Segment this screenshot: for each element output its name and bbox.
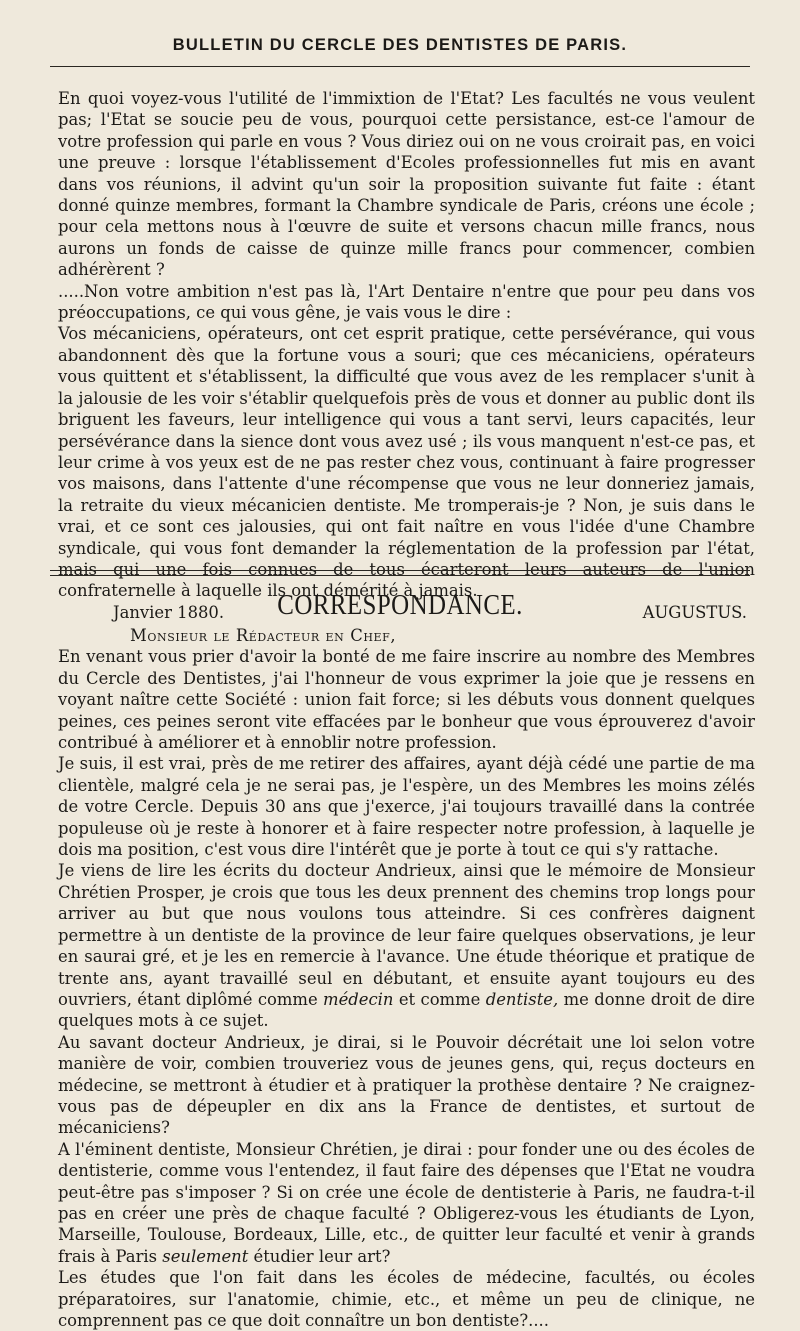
- paragraph: Au savant docteur Andrieux, je dirai, si le Pouvoir décrétait une loi selon votre manière de voir, combien trouveriez vous de jeunes gens, qui, reçus docteurs en médecine, se mettront à étudier et à pratiquer la prothèse dentaire ? Ne craignez-vous pas de dépeupler en dix ans la France de dentistes, et surtout de mécaniciens?: [58, 1032, 755, 1138]
- letter-correspondance: [58, 625, 755, 1331]
- text-run: A l'éminent dentiste, Monsieur Chrétien, je dirai : pour fonder une ou des écoles de dentisterie, comme vous l'entendez, il faut faire des dépenses que l'Etat ne voudra peut-être pas s'imposer ? Si on crée une école de dentisterie à Paris, ne faudra-t-il pas en créer une près de chaque faculté ? Obligerez-vous les étudiants de Lyon, Marseille, Toulouse, Bordeaux, Lille, etc., de quitter leur faculté et venir à grands frais à Paris: [58, 1139, 755, 1266]
- emphasis: médecin: [323, 989, 394, 1009]
- header-rule: [50, 66, 750, 67]
- text-run: Je viens de lire les écrits du docteur Andrieux, ainsi que le mémoire de Monsieur Chrétien Prosper, je crois que tous les deux prennent des chemins trop longs pour arriver au but que nous voulons tous atteindre. Si ces confrères daignent permettre à un dentiste de la province de leur faire quelques observations, je leur en saurai gré, et je les en remercie à l'avance. Une étude théorique et pratique de trente ans, ayant travaillé seul en débutant, et ensuite ayant toujours eu des ouvriers, étant diplômé comme: [58, 861, 755, 1009]
- paragraph: En quoi voyez-vous l'utilité de l'immixtion de l'Etat? Les facultés ne vous veulent pas; l'Etat se soucie peu de vous, pourquoi cette persistance, est-ce l'amour de votre profession qui parle en vous ? Vous diriez oui on ne vous croirait pas, en voici une preuve : lorsque l'établissement d'Ecoles professionnelles fut mis en avant dans vos réunions, il advint qu'un soir la proposition suivante fut faite : étant donné quinze membres, formant la Chambre syndicale de Paris, créons une école ; pour cela mettons nous à l'œuvre de suite et versons chacun mille francs, nous aurons un fonds de caisse de quinze mille francs pour commencer, combien adhérèrent ?: [58, 89, 755, 280]
- paragraph: Les études que l'on fait dans les écoles de médecine, facultés, ou écoles préparatoires, sur l'anatomie, chimie, etc., et même un peu de clinique, ne comprennent pas ce que doit connaître un bon dentiste?....: [58, 1268, 755, 1330]
- salutation: Monsieur le Rédacteur en Chef,: [130, 626, 397, 645]
- letter-date: Janvier 1880.: [113, 602, 225, 622]
- page-header: BULLETIN DU CERCLE DES DENTISTES DE PARIS.: [172, 36, 628, 54]
- paragraph: Je suis, il est vrai, près de me retirer des affaires, ayant déjà cédé une partie de ma clientèle, malgré cela je ne serai pas, je l'espère, un des Membres les moins zélés de votre Cercle. Depuis 30 ans que j'exerce, j'ai toujours travaillé dans la contrée populeuse où je reste à honorer et à faire respecter notre profession, à laquelle je dois ma position, c'est vous dire l'intérêt que je porte à tout ce qui s'y rattache.: [58, 754, 755, 860]
- emphasis: dentiste,: [485, 989, 559, 1009]
- letter-signature: AUGUSTUS.: [642, 602, 747, 622]
- emphasis: seulement: [162, 1246, 249, 1266]
- paragraph: Vos mécaniciens, opérateurs, ont cet esprit pratique, cette persévérance, qui vous abandonnent dès que la fortune vous a souri; que ces mécaniciens, opérateurs vous quittent et s'établissent, la difficulté que vous avez de les remplacer s'unit à la jalousie de les voir s'établir quelquefois près de vous et donner au public dont ils briguent les faveurs, leur intelligence qui vous a tant servi, leurs capacités, leur persévérance dans la sience dont vous avez usé ; ils vous manquent n'est-ce pas, et leur crime à vos yeux est de ne pas rester chez vous, continuant à faire progresser vos maisons, dans l'attente d'une récompense que vous ne leur donneriez jamais, la retraite du vieux mécanicien dentiste. Me tromperais-je ? Non, je suis dans le vrai, et ce sont ces jalousies, qui ont fait naître en vous l'idée d'une Chambre syndicale, qui vous font demander la réglementation de la profession par l'état, mais qui une fois connues de tous écarteront leurs auteurs de l'union confraternelle à laquelle ils ont démérité à jamais.: [58, 324, 755, 601]
- paragraph: [58, 1139, 755, 1267]
- paragraph: .....Non votre ambition n'est pas là, l'Art Dentaire n'entre que pour peu dans vos préoccupations, ce qui vous gêne, je vais vous le dire :: [58, 281, 755, 323]
- section-title: CORRESPONDANCE.: [277, 589, 523, 621]
- text-run: étudier leur art?: [248, 1246, 391, 1266]
- text-run: me donne droit de dire quelques mots à ce sujet.: [58, 989, 756, 1031]
- letter-augustus: [58, 88, 755, 623]
- text-run: et comme: [393, 989, 486, 1009]
- paragraph: En venant vous prier d'avoir la bonté de me faire inscrire au nombre des Membres du Cercle des Dentistes, j'ai l'honneur de vous exprimer la joie que je ressens en voyant naître cette Société : union fait force; si les débuts vous donnent quelques peines, ces peines seront vite effacées par le bonheur que vous éprouverez d'avoir contribué à améliorer et à ennoblir notre profession.: [58, 647, 755, 753]
- paragraph: [58, 860, 755, 1031]
- section-rule-top: [50, 570, 750, 571]
- section-rule-bottom: [50, 575, 750, 576]
